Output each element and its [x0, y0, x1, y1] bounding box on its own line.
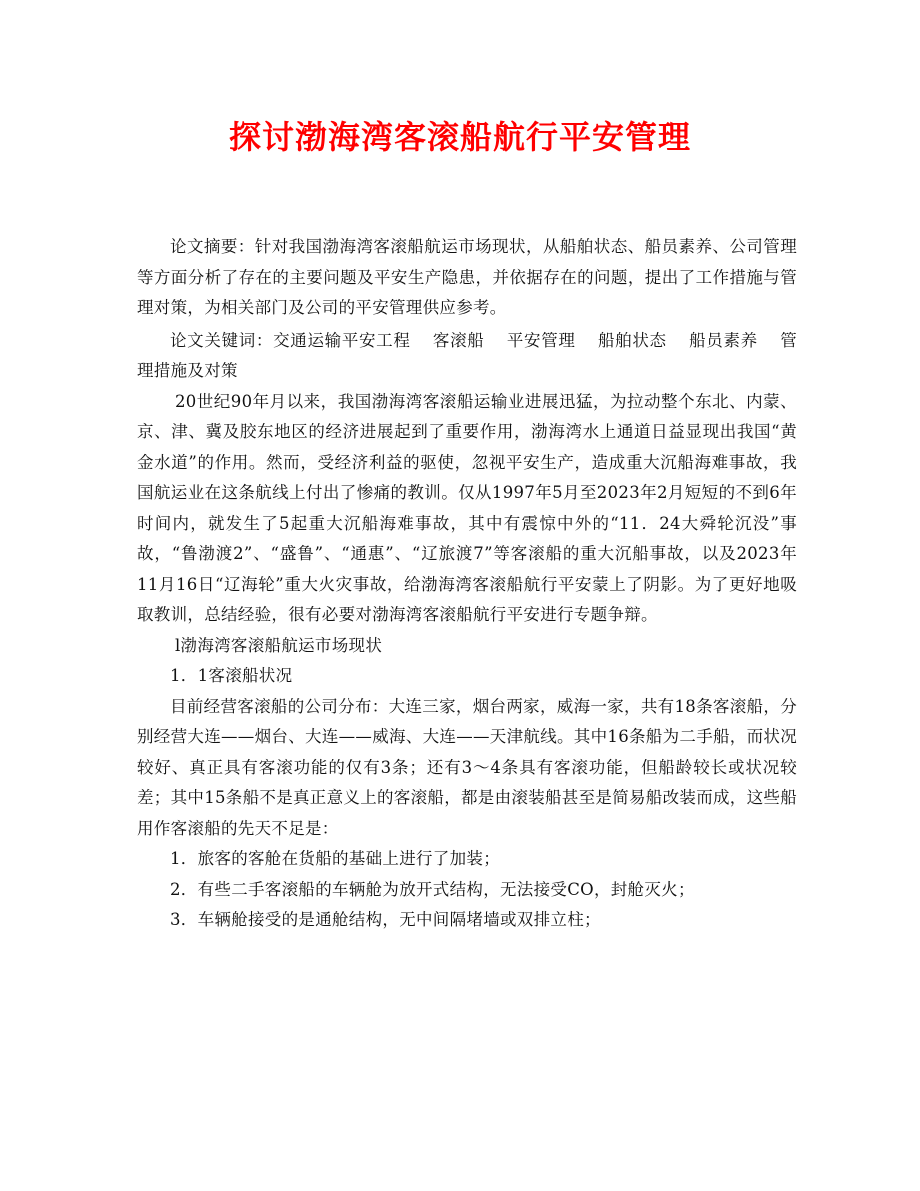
list-item: 3．车辆舱接受的是通舱结构，无中间隔堵墙或双排立柱； — [170, 910, 601, 929]
list-item: 1．旅客的客舱在货船的基础上进行了加装； — [170, 849, 500, 868]
subsection-paragraph: 目前经营客滚船的公司分布：大连三家，烟台两家，威海一家，共有18条客滚船，分别经营大连——烟台、大连——威海、大连——天津航线。其中16条船为二手船，而状况较好、真正具有客滚功能的仅有3条；还有3～4条具有客滚功能，但船龄较长或状况较差；其中15条船不是真正意义上的客滚船，都是由滚装船甚至是简易船改装而成，这些船用作客滚船的先天不足是： — [137, 696, 797, 838]
abstract-paragraph: 论文摘要：针对我国渤海湾客滚船航运市场现状，从船舶状态、船员素养、公司管理等方面分析了存在的主要问题及平安生产隐患，并依据存在的问题，提出了工作措施与管理对策，为相关部门及公司的平安管理供应参考。 — [137, 237, 797, 317]
keyword-item: 平安管理 — [506, 330, 576, 350]
document-body — [137, 232, 797, 936]
keywords-label: 论文关键词： — [170, 330, 274, 350]
keyword-item: 客滚船 — [432, 330, 485, 350]
intro-paragraph: 20世纪90年月以来，我国渤海湾客滚船运输业进展迅猛，为拉动整个东北、内蒙、京、津、冀及胶东地区的经济进展起到了重要作用，渤海湾水上通道日益显现出我国“黄金水道”的作用。然而，受经济利益的驱使，忽视平安生产，造成重大沉船海难事故，我国航运业在这条航线上付出了惨痛的教训。仅从1997年5月至2023年2月短短的不到6年时间内，就发生了5起重大沉船海难事故，其中有震惊中外的“11．24大舜轮沉没”事故，“鲁渤渡2”、“盛鲁”、“通惠”、“辽旅渡7”等客滚船的重大沉船事故，以及2023年11月16日“辽海轮”重大火灾事故，给渤海湾客滚船航行平安蒙上了阴影。为了更好地吸取教训，总结经验，很有必要对渤海湾客滚船航行平安进行专题争辩。 — [137, 391, 797, 624]
keyword-item: 交通运输平安工程 — [273, 330, 411, 350]
list-item: 2．有些二手客滚船的车辆舱为放开式结构，无法接受CO，封舱灭火； — [170, 879, 695, 899]
keyword-item: 船舶状态 — [597, 330, 667, 350]
document-title: 探讨渤海湾客滚船航行平安管理 — [228, 118, 691, 156]
subsection-heading: 1．1客滚船状况 — [170, 666, 293, 685]
section-heading: l渤海湾客滚船航运市场现状 — [174, 635, 383, 655]
keyword-item: 船员素养 — [688, 330, 758, 350]
keywords-paragraph — [137, 326, 797, 387]
keyword-item: 管理措施及对策 — [137, 330, 797, 380]
